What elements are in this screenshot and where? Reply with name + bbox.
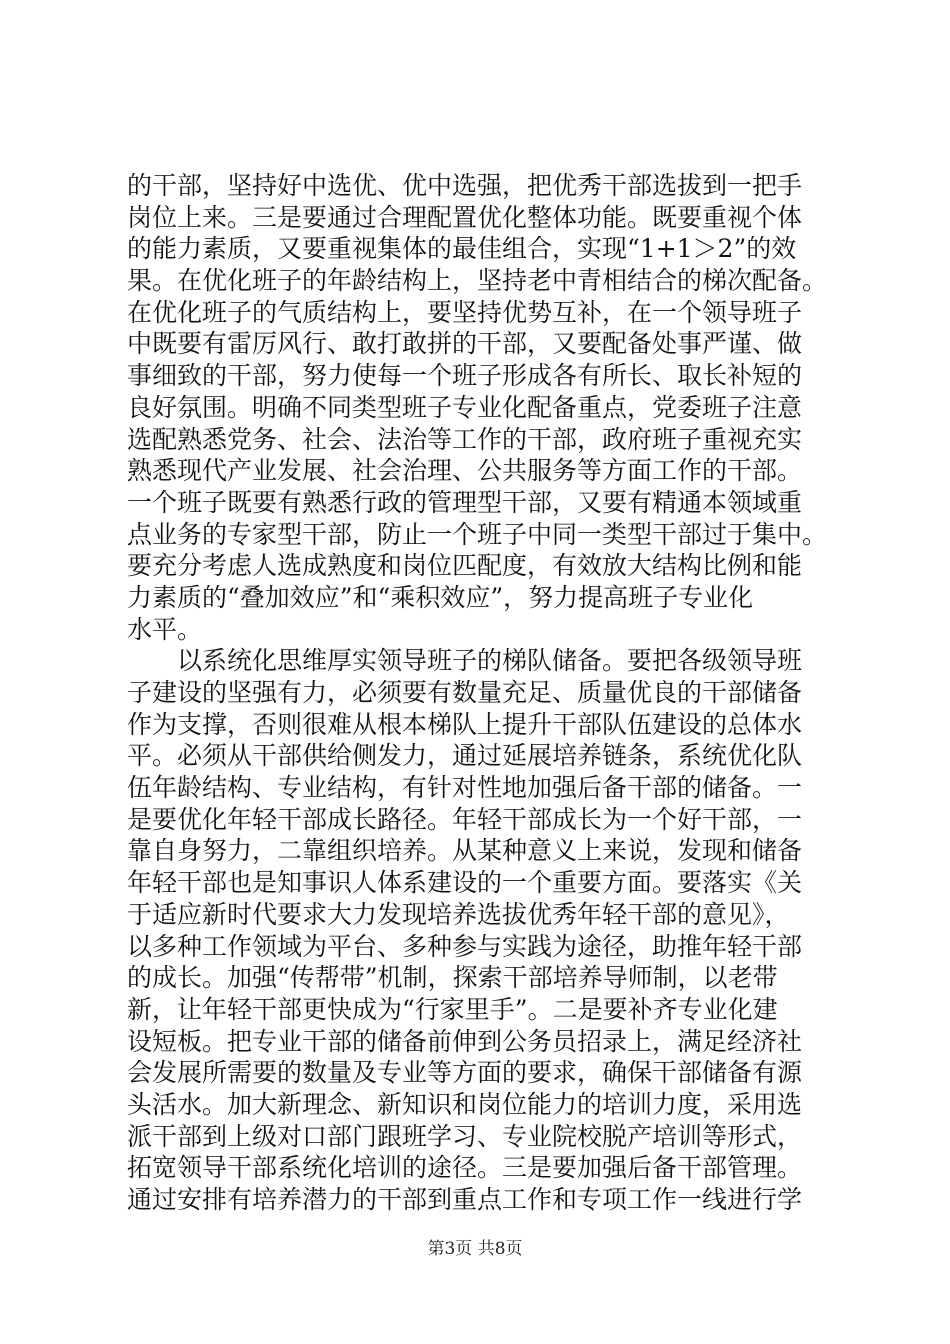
text-line: 中既要有雷厉风行、敢打敢拼的干部，又要配备处事严谨、做 bbox=[127, 329, 803, 359]
text-line: 子建设的坚强有力，必须要有数量充足、质量优良的干部储备 bbox=[127, 678, 803, 707]
text-line: 一个班子既要有熟悉行政的管理型干部，又要有精通本领域重 bbox=[127, 487, 803, 517]
text-line: 伍年龄结构、专业结构，有针对性地加强后备干部的储备。一 bbox=[127, 773, 803, 803]
text-line: 的能力素质，又要重视集体的最佳组合，实现“1+1＞2”的效 bbox=[127, 234, 797, 264]
text-line: 力素质的“叠加效应”和“乘积效应”，努力提高班子专业化 bbox=[127, 582, 754, 612]
text-line: 作为支撑，否则很难从根本梯队上提升干部队伍建设的总体水 bbox=[127, 709, 803, 739]
text-line: 头活水。加大新理念、新知识和岗位能力的培训力度，采用选 bbox=[127, 1089, 803, 1119]
page-footer: 第3页 共8页 bbox=[427, 1239, 523, 1259]
text-line: 要充分考虑人选成熟度和岗位匹配度，有效放大结构比例和能 bbox=[127, 551, 803, 581]
text-line: 选配熟悉党务、社会、法治等工作的干部，政府班子重视充实 bbox=[127, 424, 803, 454]
text-line: 通过安排有培养潜力的干部到重点工作和专项工作一线进行学 bbox=[127, 1185, 803, 1214]
text-line: 事细致的干部，努力使每一个班子形成各有所长、取长补短的 bbox=[127, 361, 803, 391]
text-line: 拓宽领导干部系统化培训的途径。三是要加强后备干部管理。 bbox=[127, 1153, 803, 1183]
text-line: 水平。 bbox=[127, 614, 203, 644]
text-line: 会发展所需要的数量及专业等方面的要求，确保干部储备有源 bbox=[127, 1058, 803, 1088]
text-line: 派干部到上级对口部门跟班学习、专业院校脱产培训等形式， bbox=[127, 1121, 803, 1151]
text-line: 的成长。加强“传帮带”机制，探索干部培养导师制，以老带 bbox=[127, 963, 778, 993]
text-line: 良好氛围。明确不同类型班子专业化配备重点，党委班子注意 bbox=[127, 392, 803, 422]
text-line: 在优化班子的气质结构上，要坚持优势互补，在一个领导班子 bbox=[127, 297, 803, 327]
text-line: 果。在优化班子的年龄结构上，坚持老中青相结合的梯次配备。 bbox=[127, 266, 828, 296]
text-line: 以系统化思维厚实领导班子的梯队储备。要把各级领导班 bbox=[127, 646, 803, 676]
text-line: 于适应新时代要求大力发现培养选拔优秀年轻干部的意见》， bbox=[127, 899, 790, 929]
text-line: 岗位上来。三是要通过合理配置优化整体功能。既要重视个体 bbox=[127, 202, 803, 232]
text-line: 平。必须从干部供给侧发力，通过延展培养链条，系统优化队 bbox=[127, 741, 803, 771]
text-line: 的干部，坚持好中选优、优中选强，把优秀干部选拔到一把手 bbox=[127, 171, 803, 200]
text-line: 新，让年轻干部更快成为“行家里手”。二是要补齐专业化建 bbox=[127, 994, 778, 1024]
text-line: 靠自身努力，二靠组织培养。从某种意义上来说，发现和储备 bbox=[127, 836, 803, 866]
text-line: 年轻干部也是知事识人体系建设的一个重要方面。要落实《关 bbox=[127, 868, 803, 898]
text-line: 设短板。把专业干部的储备前伸到公务员招录上，满足经济社 bbox=[127, 1026, 803, 1056]
text-line: 是要优化年轻干部成长路径。年轻干部成长为一个好干部，一 bbox=[127, 804, 803, 834]
text-line: 点业务的专家型干部，防止一个班子中同一类型干部过于集中。 bbox=[127, 519, 828, 549]
body-text bbox=[127, 170, 867, 1216]
text-line: 以多种工作领域为平台、多种参与实践为途径，助推年轻干部 bbox=[127, 931, 803, 961]
text-line: 熟悉现代产业发展、社会治理、公共服务等方面工作的干部。 bbox=[127, 456, 803, 486]
